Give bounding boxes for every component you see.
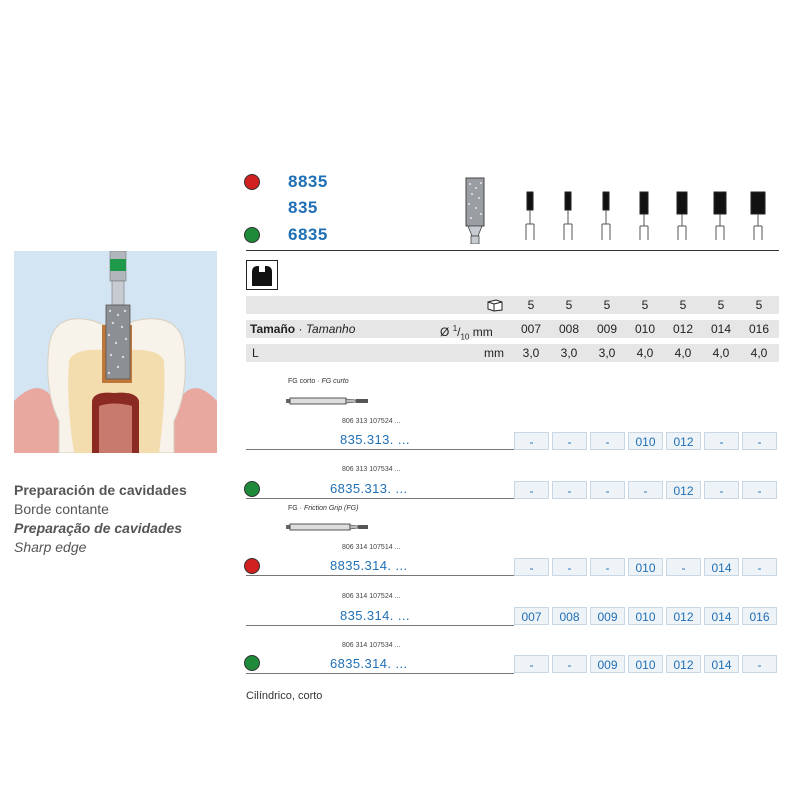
cavity-shape-icon: [246, 260, 278, 290]
green-dot: [244, 481, 260, 497]
availability-cell: 016: [742, 607, 777, 625]
availability-cell: 010: [628, 558, 663, 576]
availability-cell: -: [590, 481, 625, 499]
availability-cell: 009: [590, 607, 625, 625]
ref-number: 806 313 107524 ...: [342, 418, 401, 425]
fg-short-shank-icon: [286, 396, 370, 406]
length-value: 3,0: [522, 346, 540, 360]
green-dot: [244, 655, 260, 671]
model-number-8835: 8835: [288, 172, 328, 191]
availability-cell: -: [514, 558, 549, 576]
size-value: 008: [558, 322, 580, 336]
shank-label-fg: FG · Friction Grip (FG): [288, 505, 359, 512]
footer-note: Cilíndrico, corto: [246, 690, 323, 702]
availability-cell: -: [552, 481, 587, 499]
availability-cell: 008: [552, 607, 587, 625]
ref-number: 806 314 107524 ...: [342, 593, 401, 600]
availability-cell: 010: [628, 432, 663, 450]
model-green-dot: [244, 227, 260, 243]
availability-cell: -: [552, 432, 587, 450]
size-value: 009: [596, 322, 618, 336]
availability-cell: 009: [590, 655, 625, 673]
length-value: 4,0: [636, 346, 654, 360]
size-value: 014: [710, 322, 732, 336]
ref-number: 806 314 107534 ...: [342, 642, 401, 649]
length-value: 4,0: [712, 346, 730, 360]
ref-number: 806 313 107534 ...: [342, 466, 401, 473]
availability-cell: -: [704, 432, 739, 450]
availability-cell: -: [514, 655, 549, 673]
availability-cell: -: [742, 481, 777, 499]
availability-cell: 014: [704, 607, 739, 625]
size-value: 007: [520, 322, 542, 336]
size-label: Tamaño · Tamanho: [250, 322, 356, 336]
product-code: 8835.314. ...: [330, 558, 408, 573]
availability-cell: -: [742, 655, 777, 673]
product-code: 6835.313. ...: [330, 481, 408, 496]
ref-number: 806 314 107514 ...: [342, 544, 401, 551]
shank-label-fg-short: FG corto · FG curto: [288, 378, 349, 385]
availability-cell: 014: [704, 655, 739, 673]
availability-cell: -: [666, 558, 701, 576]
row-rule: [246, 625, 514, 626]
fg-shank-icon: [286, 522, 370, 532]
red-dot: [244, 558, 260, 574]
availability-cell: -: [590, 558, 625, 576]
product-code: 6835.314. ...: [330, 656, 408, 671]
availability-cell: 010: [628, 607, 663, 625]
availability-cell: -: [514, 481, 549, 499]
row-rule: [246, 449, 514, 450]
length-label: L: [252, 346, 259, 360]
description-es-sub: Borde contante: [14, 501, 109, 517]
header-divider: [246, 250, 779, 251]
model-red-dot: [244, 174, 260, 190]
pack-value: 5: [527, 298, 535, 312]
description-pt: Preparação de cavidades: [14, 520, 183, 536]
product-code: 835.314. ...: [340, 608, 410, 623]
pack-value: 5: [603, 298, 611, 312]
availability-cell: 010: [628, 655, 663, 673]
row-rule: [246, 673, 514, 674]
size-value: 016: [748, 322, 770, 336]
tooth-illustration: [14, 251, 217, 453]
availability-cell: 012: [666, 432, 701, 450]
availability-cell: -: [514, 432, 549, 450]
package-icon: [486, 298, 504, 312]
availability-cell: 007: [514, 607, 549, 625]
availability-cell: 012: [666, 481, 701, 499]
size-value: 010: [634, 322, 656, 336]
availability-cell: -: [552, 558, 587, 576]
length-value: 3,0: [560, 346, 578, 360]
length-value: 3,0: [598, 346, 616, 360]
availability-cell: -: [704, 481, 739, 499]
availability-cell: -: [590, 432, 625, 450]
bur-head-illustration: [462, 176, 488, 244]
availability-cell: -: [742, 558, 777, 576]
pack-value: 5: [717, 298, 725, 312]
pack-value: 5: [565, 298, 573, 312]
size-silhouettes: [510, 190, 780, 242]
length-value: 4,0: [750, 346, 768, 360]
pack-value: 5: [641, 298, 649, 312]
row-rule: [246, 498, 514, 499]
model-number-835: 835: [288, 198, 318, 217]
model-number-6835: 6835: [288, 225, 328, 244]
description-en: Sharp edge: [14, 539, 87, 555]
availability-cell: -: [628, 481, 663, 499]
diameter-unit: Ø $^1/_{10}$ mm: [440, 324, 493, 342]
availability-cell: -: [552, 655, 587, 673]
availability-cell: -: [742, 432, 777, 450]
availability-cell: 014: [704, 558, 739, 576]
product-code: 835.313. ...: [340, 432, 410, 447]
length-unit: mm: [484, 346, 504, 360]
availability-cell: 012: [666, 607, 701, 625]
row-rule: [246, 575, 514, 576]
description-es: Preparación de cavidades: [14, 482, 187, 498]
pack-value: 5: [755, 298, 763, 312]
availability-cell: 012: [666, 655, 701, 673]
size-value: 012: [672, 322, 694, 336]
length-value: 4,0: [674, 346, 692, 360]
pack-value: 5: [679, 298, 687, 312]
